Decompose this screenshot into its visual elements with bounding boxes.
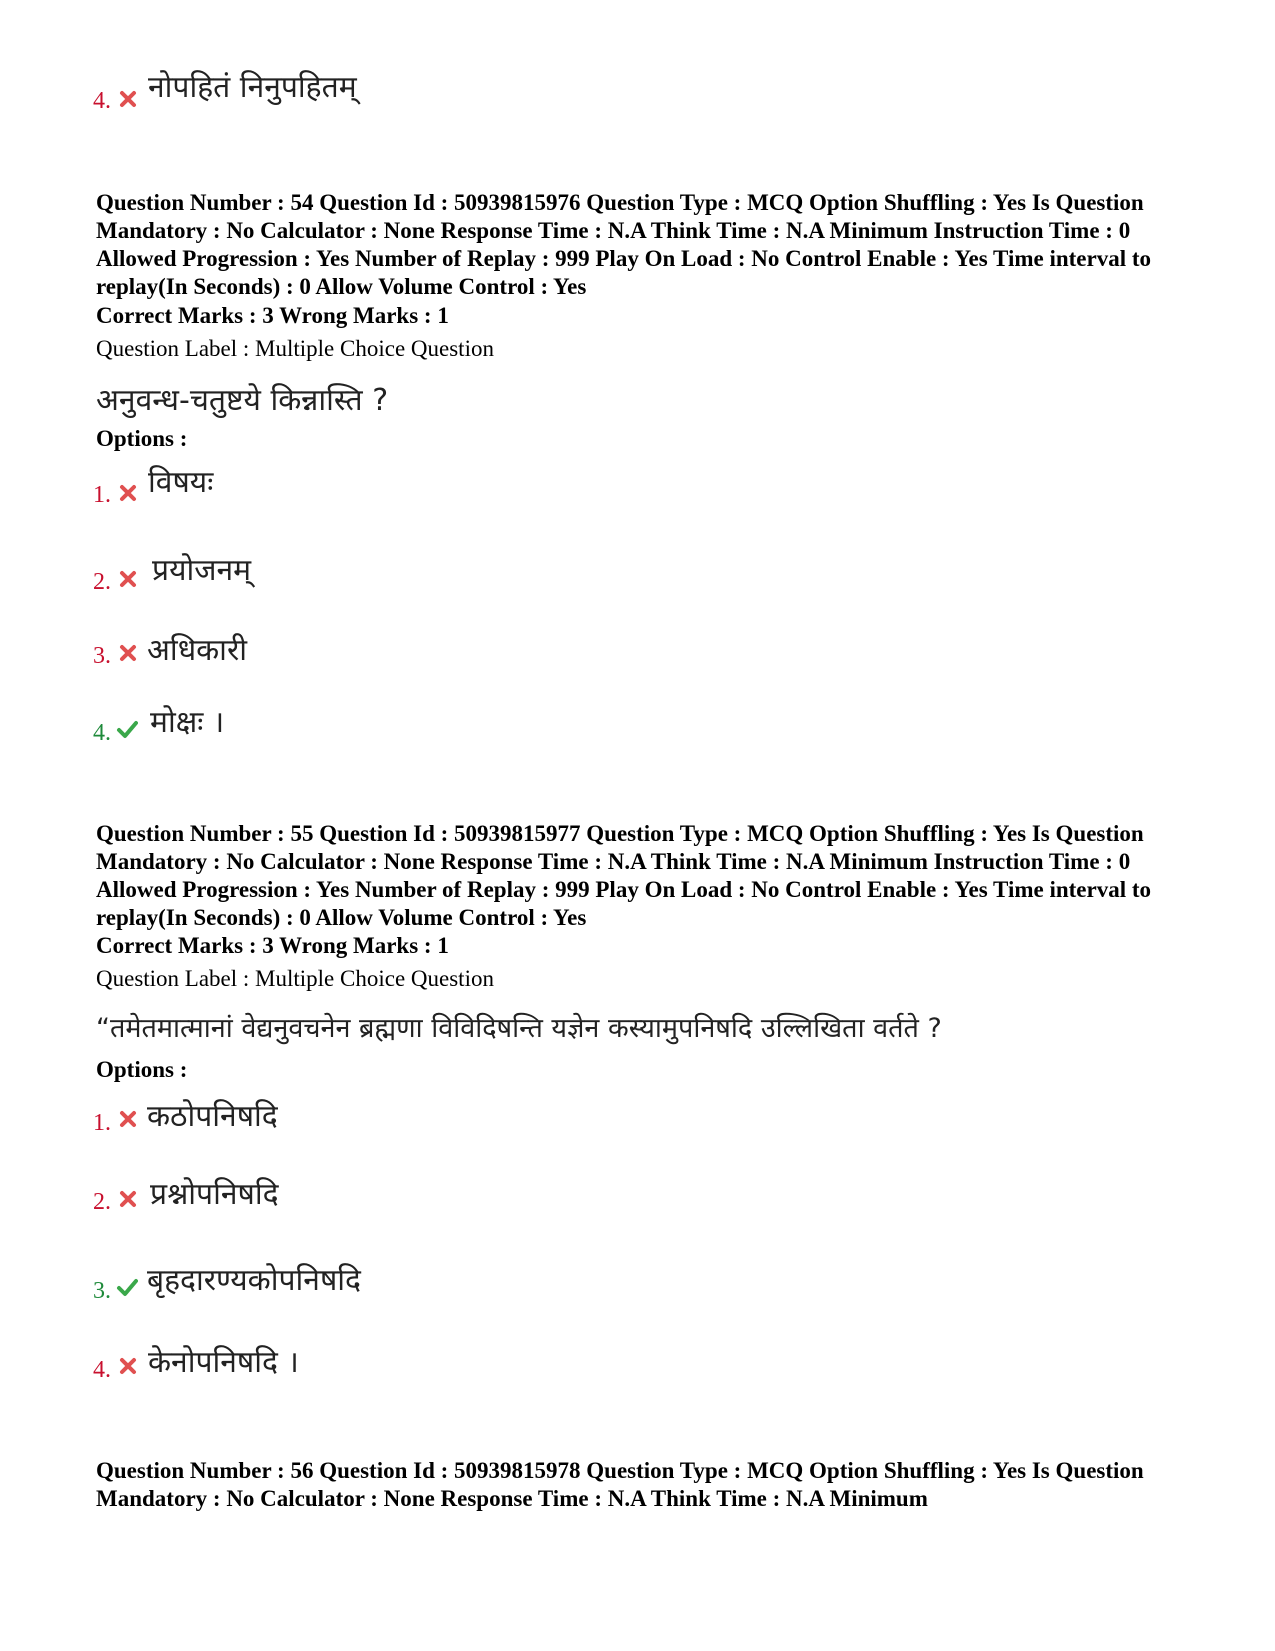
option-number: 3. <box>93 643 111 669</box>
cross-icon <box>117 1108 139 1130</box>
cross-icon <box>117 568 139 590</box>
question-meta: Question Number : 55 Question Id : 50939815977 Question Type : MCQ Option Shuffling : Yes Is Question Mandatory : No Calculator : None Response Time : N.A Think Time : N.A Minimum Instruction Time : 0 Allowed Progression : Yes Number of Replay : 999 Play On Load : No Control Enable : Yes Time interval to replay(In Seconds) : 0 Allow Volume Control : Yes <box>96 821 1152 930</box>
question-label: Question Label : Multiple Choice Question <box>96 966 494 991</box>
cross-icon <box>117 1355 139 1377</box>
cross-icon <box>117 642 139 664</box>
option-number: 1. <box>93 1110 111 1136</box>
option-number: 2. <box>93 1189 111 1215</box>
option-number: 2. <box>93 569 111 595</box>
cross-icon <box>117 88 139 110</box>
check-icon <box>116 718 138 740</box>
option-text: कठोपनिषदि <box>147 1099 278 1134</box>
option-number: 1. <box>93 482 111 508</box>
option-text: बृहदारण्यकोपनिषदि <box>147 1263 361 1298</box>
question-marks: Correct Marks : 3 Wrong Marks : 1 <box>96 303 449 328</box>
check-icon <box>116 1276 138 1298</box>
option-text: प्रश्नोपनिषदि <box>150 1177 279 1212</box>
option-number: 4. <box>93 1357 111 1383</box>
options-heading: Options : <box>96 1057 188 1082</box>
question-text: अनुवन्ध-चतुष्टये किन्नास्ति ? <box>96 383 389 418</box>
options-heading: Options : <box>96 426 188 451</box>
option-number: 3. <box>93 1278 111 1304</box>
question-label: Question Label : Multiple Choice Question <box>96 336 494 361</box>
question-marks: Correct Marks : 3 Wrong Marks : 1 <box>96 933 449 958</box>
cross-icon <box>117 482 139 504</box>
option-text: अधिकारी <box>147 633 247 668</box>
option-text: मोक्षः । <box>150 705 225 740</box>
option-number: 4. <box>93 720 111 746</box>
cross-icon <box>117 1188 139 1210</box>
option-text: नोपहितं निनुपहितम् <box>148 70 357 105</box>
question-meta: Question Number : 56 Question Id : 50939815978 Question Type : MCQ Option Shuffling : Yes Is Question Mandatory : No Calculator : None Response Time : N.A Think Time : N.A Minimum <box>96 1458 1144 1511</box>
option-text: प्रयोजनम् <box>152 553 252 588</box>
option-text: केनोपनिषदि । <box>148 1345 299 1380</box>
question-text: “तमेतमात्मानां वेद्यनुवचनेन ब्रह्मणा विविदिषन्ति यज्ञेन कस्यामुपनिषदि उल्लिखिता वर्तते ? <box>96 1013 942 1044</box>
option-text: विषयः <box>148 465 214 500</box>
option-number: 4. <box>93 88 111 114</box>
question-meta: Question Number : 54 Question Id : 50939815976 Question Type : MCQ Option Shuffling : Yes Is Question Mandatory : No Calculator : None Response Time : N.A Think Time : N.A Minimum Instruction Time : 0 Allowed Progression : Yes Number of Replay : 999 Play On Load : No Control Enable : Yes Time interval to replay(In Seconds) : 0 Allow Volume Control : Yes <box>96 190 1152 299</box>
